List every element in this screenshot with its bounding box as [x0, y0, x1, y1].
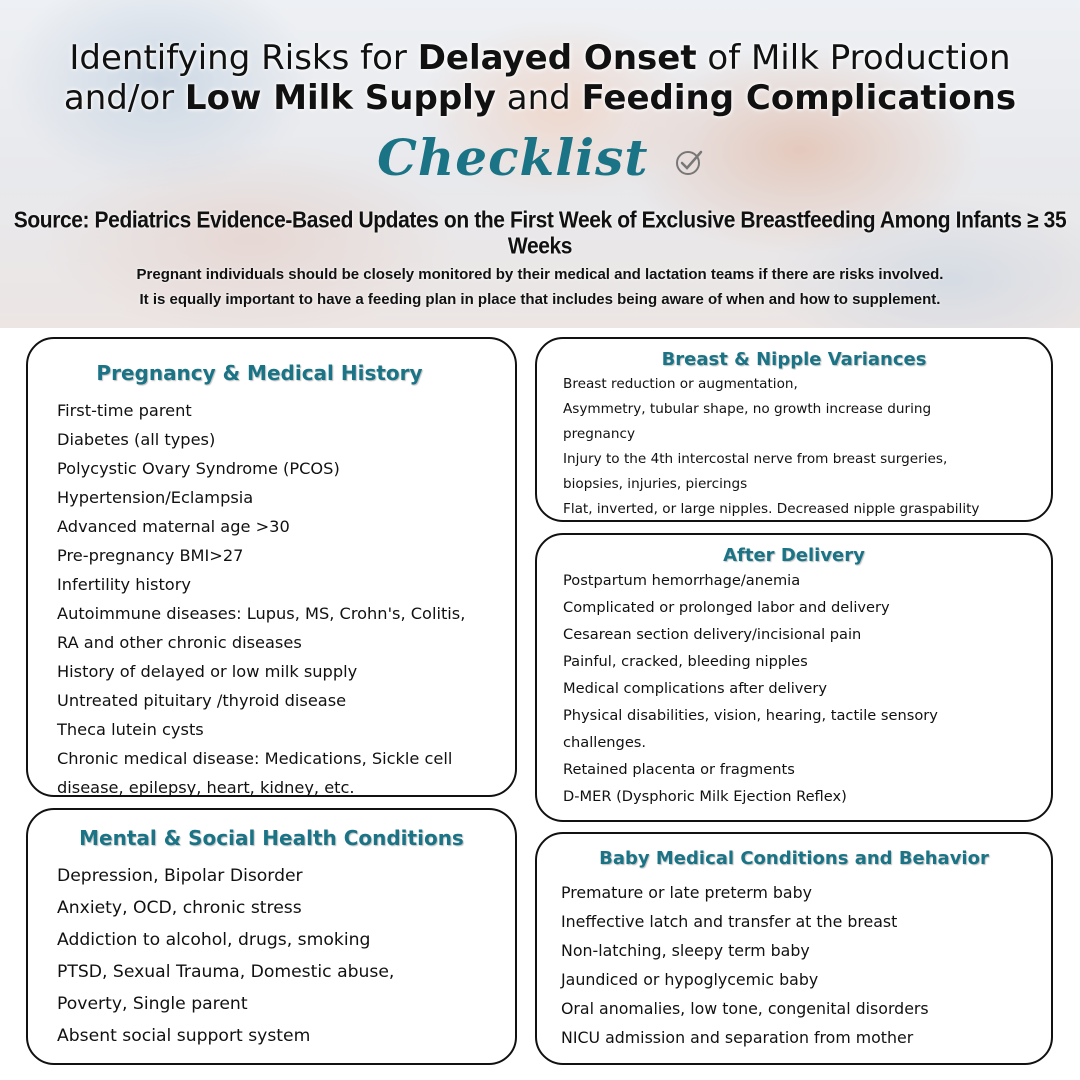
list-item: Chronic medical disease: Medications, Sickle cell: [57, 749, 453, 768]
risk-list: [563, 372, 1051, 522]
title-line-1: [0, 38, 1080, 78]
card-mental-social-health: [26, 808, 517, 1065]
risk-list: [57, 396, 515, 802]
list-item: Infertility history: [57, 575, 191, 594]
list-item: Cesarean section delivery/incisional pain: [563, 626, 862, 643]
list-item: Jaundiced or hypoglycemic baby: [561, 970, 819, 989]
list-item: Painful, cracked, bleeding nipples: [563, 653, 808, 670]
list-item: Physical disabilities, vision, hearing, tactile sensory: [563, 707, 938, 724]
title-emphasis: Low Milk Supply: [184, 78, 496, 118]
list-item: biopsies, injuries, piercings: [563, 476, 748, 492]
list-item: disease, epilepsy, heart, kidney, etc.: [57, 778, 355, 797]
list-item: Addiction to alcohol, drugs, smoking: [57, 930, 371, 950]
list-item: Autoimmune diseases: Lupus, MS, Crohn's, Colitis,: [57, 604, 466, 623]
list-item: PTSD, Sexual Trauma, Domestic abuse,: [57, 962, 395, 982]
list-item: D-MER (Dysphoric Milk Ejection Reflex): [563, 788, 847, 805]
list-item: Pre-pregnancy BMI>27: [57, 546, 244, 565]
card-pregnancy-medical-history: [26, 337, 517, 797]
intro-line: Pregnant individuals should be closely monitored by their medical and lactation teams if there are risks involved.: [136, 266, 944, 283]
list-item: Injury to the 4th intercostal nerve from breast surgeries,: [563, 451, 948, 467]
card-breast-nipple-variances: [535, 337, 1053, 522]
list-item: Theca lutein cysts: [57, 720, 204, 739]
intro-line: It is equally important to have a feeding plan in place that includes being aware of when and how to supplement.: [139, 291, 941, 308]
card-title: Pregnancy & Medical History: [96, 361, 423, 385]
intro-text: [0, 262, 1080, 312]
list-item: Premature or late preterm baby: [561, 883, 812, 902]
header-banner: [0, 0, 1080, 328]
list-item: History of delayed or low milk supply: [57, 662, 358, 681]
list-item: Ineffective latch and transfer at the breast: [561, 912, 898, 931]
list-item: Retained placenta or fragments: [563, 761, 795, 778]
list-item: Oral anomalies, low tone, congenital disorders: [561, 999, 929, 1018]
checklist-label: Checklist: [377, 128, 649, 187]
card-title: Breast & Nipple Variances: [661, 349, 927, 370]
risk-list: [561, 878, 1051, 1052]
card-baby-medical-conditions: [535, 832, 1053, 1065]
list-item: Postpartum hemorrhage/anemia: [563, 572, 801, 589]
list-item: RA and other chronic diseases: [57, 633, 302, 652]
title-text: and/or: [63, 78, 185, 118]
title-line-2: [0, 78, 1080, 118]
title-text: and: [495, 78, 582, 118]
card-title: Baby Medical Conditions and Behavior: [599, 848, 989, 869]
list-item: NICU admission and separation from mother: [561, 1028, 914, 1047]
list-item: pregnancy: [563, 426, 635, 442]
list-item: Flat, inverted, or large nipples. Decreased nipple graspability: [563, 501, 980, 517]
list-item: Absent social support system: [57, 1026, 311, 1046]
list-item: Complicated or prolonged labor and delivery: [563, 599, 890, 616]
list-item: First-time parent: [57, 401, 192, 420]
risk-list: [563, 567, 1051, 810]
header-content: [0, 0, 1080, 328]
card-title: After Delivery: [723, 545, 865, 566]
list-item: Polycystic Ovary Syndrome (PCOS): [57, 459, 340, 478]
list-item: Non-latching, sleepy term baby: [561, 941, 810, 960]
card-title: Mental & Social Health Conditions: [79, 826, 464, 850]
list-item: Diabetes (all types): [57, 430, 216, 449]
title-text: of Milk Production: [696, 38, 1011, 78]
check-circle-icon: [675, 148, 703, 176]
list-item: Breast reduction or augmentation,: [563, 376, 798, 392]
risk-list: [57, 860, 515, 1052]
list-item: Poverty, Single parent: [57, 994, 248, 1014]
title-emphasis: Feeding Complications: [581, 78, 1017, 118]
title-text: Identifying Risks for: [69, 38, 418, 78]
list-item: Hypertension/Eclampsia: [57, 488, 254, 507]
title-emphasis: Delayed Onset: [417, 38, 697, 78]
list-item: Untreated pituitary /thyroid disease: [57, 691, 347, 710]
page-title: [0, 38, 1080, 118]
list-item: Advanced maternal age >30: [57, 517, 290, 536]
list-item: Depression, Bipolar Disorder: [57, 866, 303, 886]
source-citation: Source: Pediatrics Evidence-Based Updates on the First Week of Exclusive Breastfeeding Among Infants ≥ 35 Weeks: [13, 208, 1067, 259]
list-item: Medical complications after delivery: [563, 680, 828, 697]
list-item: challenges.: [563, 734, 647, 751]
checklist-heading: [0, 128, 1080, 187]
list-item: Anxiety, OCD, chronic stress: [57, 898, 302, 918]
list-item: Asymmetry, tubular shape, no growth increase during: [563, 401, 932, 417]
card-after-delivery: [535, 533, 1053, 822]
